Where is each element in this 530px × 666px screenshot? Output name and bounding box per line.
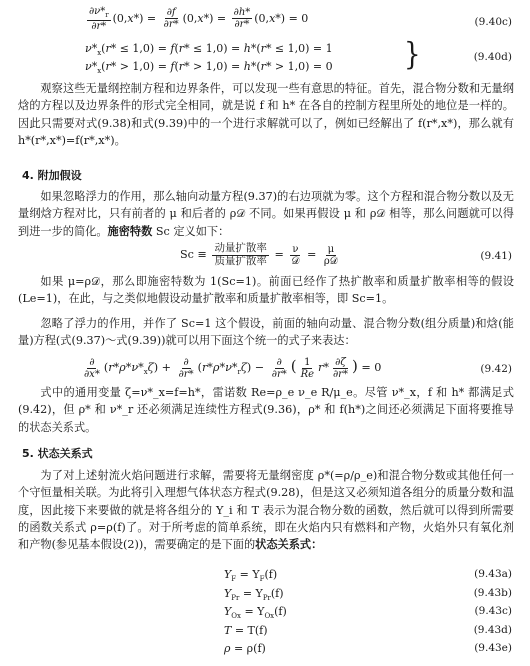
frac-num: μ [327, 243, 335, 255]
equation-9-40c-body: $\frac{\partial\nu*_r}{\partial r*}$ (0,x*) = $\frac{\partial f}{\partial r*}$ (0,x*) = $\frac{\partial h*}{\partial r*}$ (0,x*) = 0 [89, 6, 309, 32]
equation-body: T = T(f) [224, 623, 268, 637]
equation-row [0, 640, 530, 658]
equation-body: ρ = ρ(f) [224, 642, 266, 655]
paragraph-3 [18, 273, 514, 308]
section-heading-5: 5. 状态关系式 [22, 447, 93, 460]
equation-9-41 [0, 240, 530, 270]
paragraph-text: 如果忽略浮力的作用，那么轴向动量方程(9.37)的右边项就为零。这个方程和混合物分数以及无量纲焓方程对比，只有前者的 μ 和后者的 ρ𝒟 不同。如果再假设 μ 和 ρ𝒟 相等，那么问题就可以得到进一步的简化。 [18, 190, 514, 238]
paragraph-4 [18, 315, 514, 350]
paragraph-text: 式中的通用变量 ζ=ν*_x=f=h*，雷诺数 Re=ρ_e ν_e R/μ_e。尽管 ν*_x，f 和 h* 都满足式(9.42)，但 ρ* 和 ν*_r 还必须满足连续性方程式(9.36)，ρ* 和 f(h*)之间还必须满足下面将要推导的状态关系式。 [18, 386, 514, 434]
right-brace: } [404, 37, 421, 73]
paragraph-6 [18, 467, 514, 554]
equation-number: (9.40d) [473, 51, 512, 63]
equation-row [0, 622, 530, 640]
frac-den: 质量扩散率 [214, 254, 267, 267]
frac-num: 动量扩散率 [214, 242, 267, 254]
equation-number: (9.43b) [473, 586, 512, 599]
paragraph-2 [18, 188, 514, 240]
section-heading-4: 4. 附加假设 [22, 169, 82, 182]
equation-9-41-body: Sc ≡ $\frac{\text{动量扩散率}}{\text{质量扩散率}}$ = $\frac{\nu}{\text{𝒟}}$ = $\frac{\mu}{\text{ρ𝒟}}$ [180, 242, 338, 267]
equation-number: (9.43e) [474, 642, 512, 654]
paragraph-5 [18, 384, 514, 436]
frac-num: ν [292, 243, 299, 255]
term-state-relations: 状态关系式： [255, 537, 323, 552]
paragraph-text: 如果 μ=ρ𝒟，那么即施密特数为 1(Sc=1)。前面已经作了热扩散率和质量扩散率相等的假设(Le=1)，在此，与之类似地假设动量扩散率和质量扩散率相等，即 Sc=1。 [18, 275, 514, 306]
equation-number: (9.43d) [473, 623, 512, 636]
equation-body: $Y_{Pr} = Y_{Pr}(f)$ [224, 586, 284, 602]
equation-row [0, 566, 530, 584]
equation-9-40d-b: $\nu*_x(r* > 1,0) = f(r* > 1,0) = h*(r* > 1,0) = 0$ [85, 60, 333, 76]
equation-9-42-body: $\frac{\partial}{\partial x*}$ $(r*\rho*\nu*_x\zeta)$ + $\frac{\partial}{\partial r*}$ $(r*\rho*\nu*_r\zeta)$ − $\frac{\partial}{\partial r*}$ ( $\frac{1}{Re}$ r* $\frac{\partial\zeta}{\partial r*}$ ) = 0 [84, 356, 382, 380]
equation-number: (9.41) [480, 250, 512, 262]
equation-row [0, 603, 530, 621]
term-schmidt-number: 施密特数 [107, 223, 153, 238]
sc-label: Sc ≡ [180, 248, 207, 262]
equation-body: $Y_F = Y_F(f)$ [224, 568, 278, 584]
frac-den: 𝒟 [291, 255, 300, 267]
paragraph-text: 为了对上述射流火焰问题进行求解，需要将无量纲密度 ρ*(=ρ/ρ_e)和混合物分数或其他任何一个守恒量相关联。为此将引入理想气体状态方程式(9.28)，但是这又必须知道各组分的质量分数和温度，因此接下来要做的就是将各组分的 Y_i 和 T 表示为混合物分数的函数，然后就可以得到所需要的函数关系式 ρ=ρ(f)了。对于所考虑的简单系统，即在火焰内只有燃料和产物，火焰外只有氧化剂和产物(参见基本假设(2))，需要确定的是下面的 [18, 469, 514, 552]
equation-9-42 [0, 353, 530, 383]
frac-den: ρ𝒟 [323, 255, 338, 267]
paragraph-text: 观察这些无量纲控制方程和边界条件，可以发现一些有意思的特征。首先，混合物分数和无量纲焓的方程以及边界条件的形式完全相同，就是说 f 和 h* 在各自的控制方程里所处的地位是一样的。因此只需要对式(9.38)和式(9.39)中的一个进行求解就可以了，例如已经解出了 f(r*,x*)，那么就有 h*(r*,x*)=f(r*,x*)。 [18, 82, 514, 148]
paragraph-text: Sc 定义如下： [152, 224, 230, 238]
equation-row [0, 585, 530, 603]
equation-number: (9.40c) [474, 16, 512, 28]
equation-number: (9.43a) [474, 568, 512, 580]
equation-9-40c [0, 6, 530, 32]
paragraph-text: 忽略了浮力的作用，并作了 Sc=1 这个假设，前面的轴向动量、混合物分数(组分质量)和焓(能量)方程(式(9.37)～式(9.39))就可以用下面这个统一的式子来表达： [18, 317, 514, 348]
equation-number: (9.43c) [474, 605, 512, 617]
equation-9-40d-line1 [0, 40, 530, 60]
equation-body: $Y_{Ox} = Y_{Ox}(f)$ [224, 605, 287, 621]
paragraph-1 [18, 80, 514, 149]
equation-number: (9.42) [480, 363, 512, 375]
equation-9-40d-a: $\nu*_x(r* \le 1,0) = f(r* \le 1,0) = h*(r* \le 1,0) = 1$ [85, 42, 333, 58]
equation-9-40d-line2 [0, 58, 530, 78]
